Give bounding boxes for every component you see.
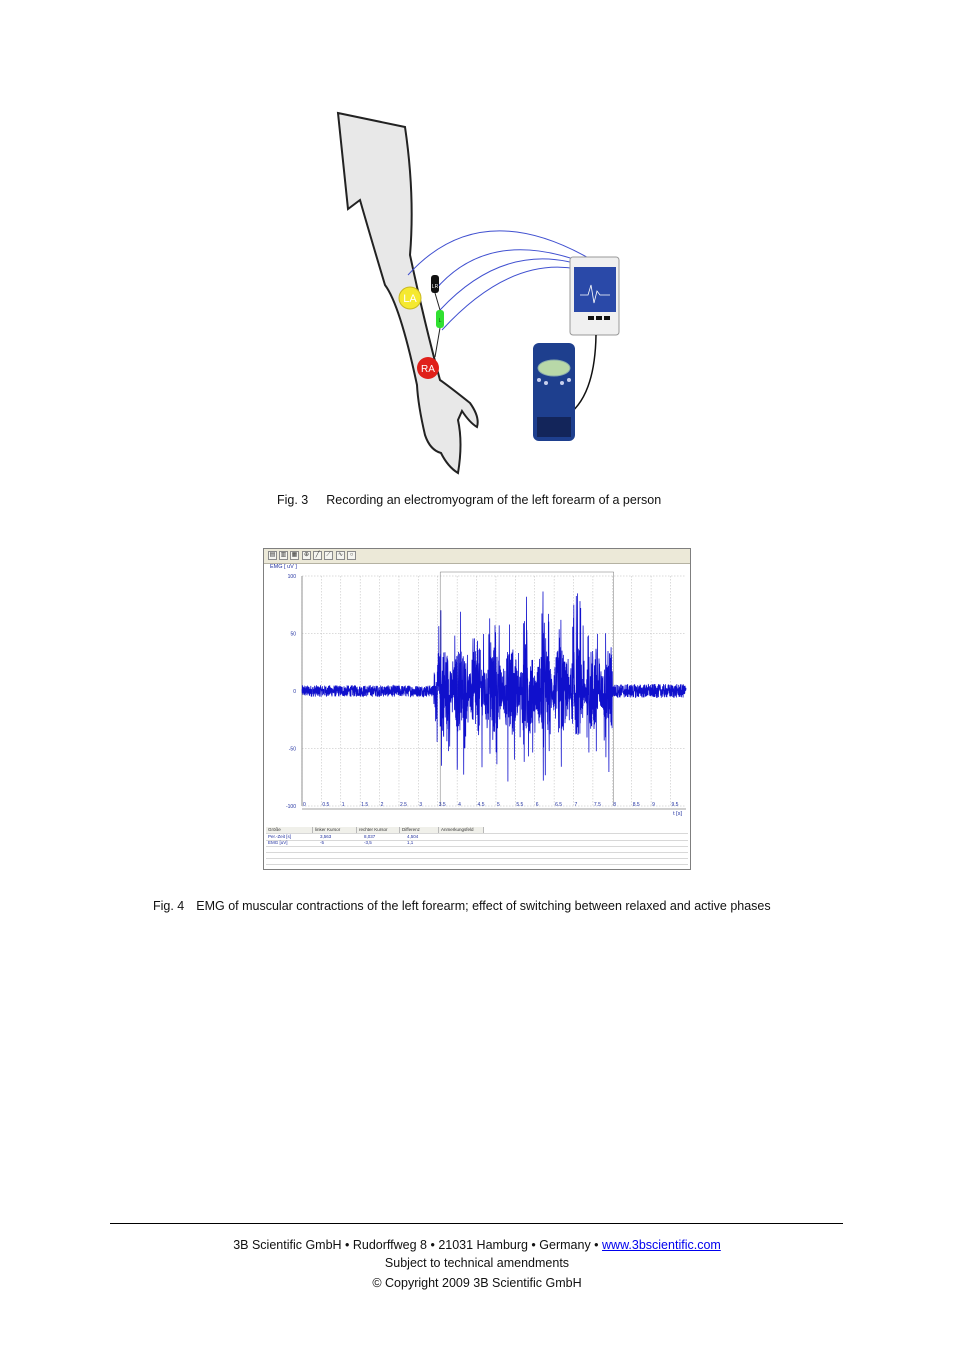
electrode-la-label: LA [403,293,417,305]
emg-setup-illustration [330,105,630,480]
figure-4-number: Fig. 4 [153,899,185,913]
x-tick-label: 8.5 [632,802,640,808]
x-tick-label: 9.5 [671,802,679,808]
y-tick-label: 0 [293,689,296,695]
emg-software-window [263,548,691,870]
figure-4-caption [153,899,771,913]
x-tick-label: 1 [341,802,345,808]
x-tick-label: 0.5 [322,802,330,808]
graph-icon[interactable]: ∿ [337,552,344,558]
x-tick-label: 2 [380,802,384,808]
table-cell: 4,504 [407,834,419,839]
x-tick-label: 2.5 [399,802,407,808]
cable-2 [435,250,590,290]
emg-chart [264,564,690,826]
table-cell: 8,037 [364,834,376,839]
table-cell: -3,5 [364,840,372,845]
measurement-table [266,827,688,867]
table-header-cell: Differenz [400,827,439,833]
data-logger-device [533,343,575,441]
x-tick-label: 7.5 [593,802,601,808]
x-tick-label: 4.5 [477,802,485,808]
zoom-icon[interactable]: ⊕ [303,552,310,558]
x-tick-label: 5.5 [516,802,524,808]
clip-black-label: LR [431,284,439,290]
electrode-ra-label: RA [421,364,435,375]
y-axis-label: EMG [ uV ] [270,564,297,570]
x-tick-label: 6.5 [555,802,563,808]
footer-rule [110,1223,843,1224]
x-tick-label: 7 [574,802,578,808]
print-icon[interactable]: ▦ [291,552,298,558]
open-icon[interactable]: ▤ [269,552,276,558]
figure-3-caption [277,493,661,507]
figure-4-text: EMG of muscular contractions of the left forearm; effect of switching between relaxed and active phases [196,899,771,913]
table-header-cell: rechter Kursor [357,827,400,833]
footer-address [0,1238,954,1252]
figure-3-text: Recording an electromyogram of the left forearm of a person [326,493,662,507]
table-cell: 1,1 [407,840,414,845]
x-tick-label: 0 [303,802,306,808]
emg-trace [302,592,686,782]
footer-amendments: Subject to technical amendments [384,1256,570,1270]
cursor-icon[interactable]: ╱ [313,551,322,560]
y-tick-label: -50 [288,746,296,753]
figure-3-number: Fig. 3 [277,493,309,507]
table-cell: -5 [320,840,325,845]
y-tick-label: 50 [290,631,296,638]
x-tick-label: 8 [613,802,617,808]
table-cell: EMG [uV] [268,840,288,845]
settings-icon[interactable]: ○ [347,551,356,560]
save-icon[interactable]: ▥ [280,552,287,558]
table-cell: Per.-Zeit [s] [268,834,292,839]
table-header-cell: Größe [266,827,313,833]
toolbar [264,549,690,564]
footer-website-link[interactable]: www.3bscientific.com [602,1238,721,1252]
x-tick-label: 9 [652,802,655,808]
clip-green-label: L [438,318,442,324]
table-cell: 3,563 [320,834,332,839]
table-header-row [266,827,688,834]
x-tick-label: 5 [496,802,500,808]
measure-icon[interactable]: ⟋ [324,551,333,560]
x-unit-label: t [s] [673,811,682,817]
emg-sensor-box [570,257,619,335]
x-tick-label: 3.5 [438,802,446,808]
x-tick-label: 6 [535,802,539,808]
footer-address-text: 3B Scientific GmbH • Rudorffweg 8 • 21031 Hamburg • Germany • [233,1238,603,1252]
cable-1 [408,231,592,275]
table-header-cell: Anmerkungsfeld [439,827,484,833]
y-tick-label: 100 [287,574,296,580]
x-tick-label: 3 [419,802,423,808]
y-tick-label: -100 [285,804,296,810]
x-tick-label: 1.5 [361,802,369,808]
x-tick-label: 4 [458,802,461,808]
footer-copyright: © Copyright 2009 3B Scientific GmbH [372,1276,582,1290]
table-header-cell: linker Kursor [313,827,357,833]
